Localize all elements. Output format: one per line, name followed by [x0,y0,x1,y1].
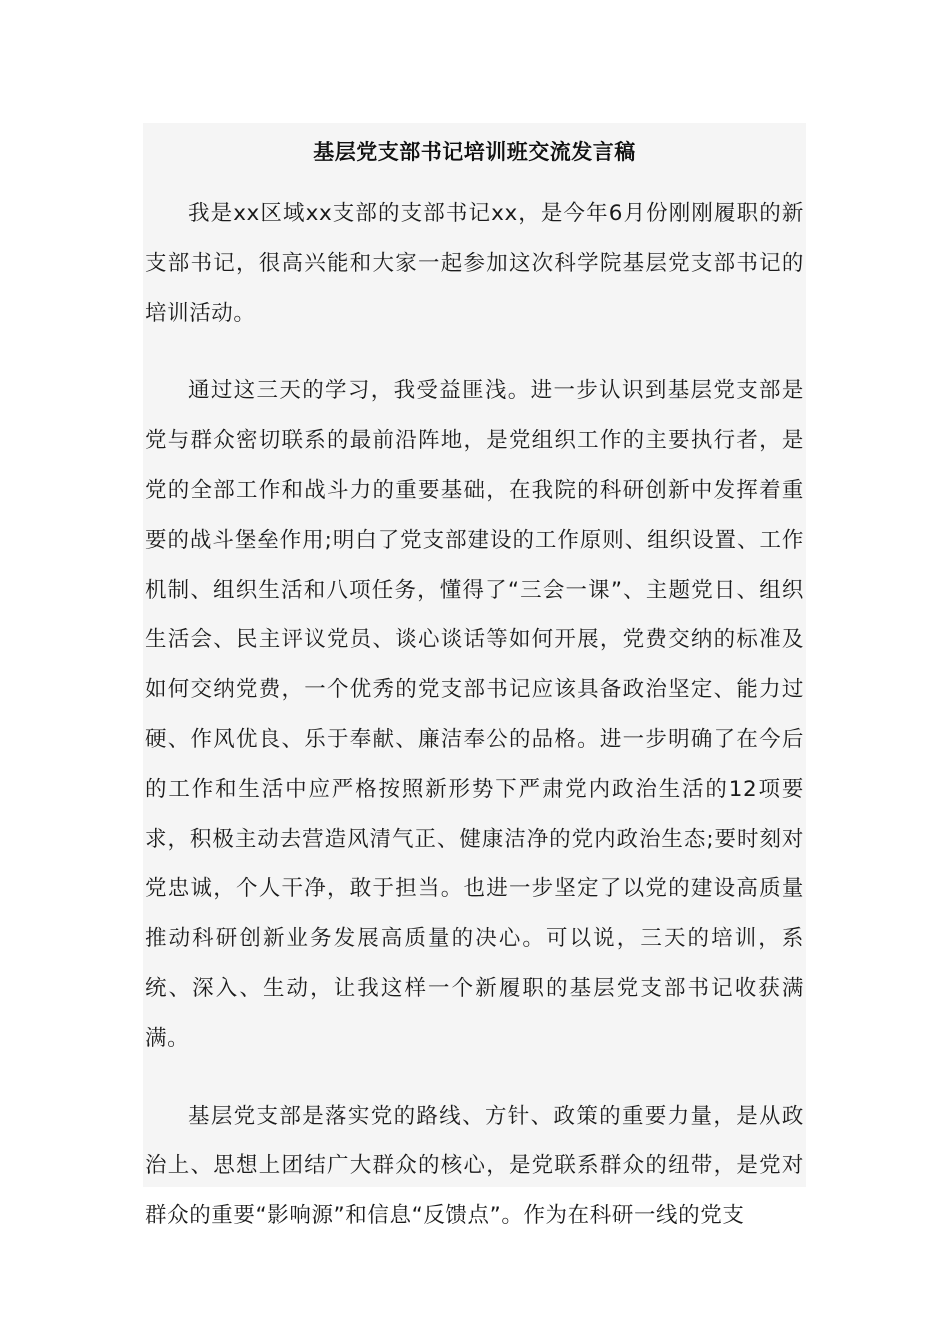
paragraph-intro: 我是xx区域xx支部的支部书记xx，是今年6月份刚刚履职的新支部书记，很高兴能和大家一起参加这次科学院基层党支部书记的培训活动。 [145,201,804,326]
paragraph-learning: 通过这三天的学习，我受益匪浅。进一步认识到基层党支部是党与群众密切联系的最前沿阵地，是党组织工作的主要执行者，是党的全部工作和战斗力的重要基础，在我院的科研创新中发挥着重要的战斗堡垒作用;明白了党支部建设的工作原则、组织设置、工作机制、组织生活和八项任务，懂得了“三会一课”、主题党日、组织生活会、民主评议党员、谈心谈话等如何开展，党费交纳的标准及如何交纳党费，一个优秀的党支部书记应该具备政治坚定、能力过硬、作风优良、乐于奉献、廉洁奉公的品格。进一步明确了在今后的工作和生活中应严格按照新形势下严肃党内政治生活的12项要求，积极主动去营造风清气正、健康洁净的党内政治生态;要时刻对党忠诚，个人干净，敢于担当。也进一步坚定了以党的建设高质量推动科研创新业务发展高质量的决心。可以说，三天的培训，系统、深入、生动，让我这样一个新履职的基层党支部书记收获满满。 [145,378,804,1051]
document-body [143,189,806,1241]
document-title: 基层党支部书记培训班交流发言稿 [313,140,636,164]
paragraph-branch-role: 基层党支部是落实党的路线、方针、政策的重要力量，是从政治上、思想上团结广大群众的核心，是党联系群众的纽带，是党对群众的重要“影响源”和信息“反馈点”。作为在科研一线的党支 [145,1103,804,1229]
document-page [143,123,806,1229]
